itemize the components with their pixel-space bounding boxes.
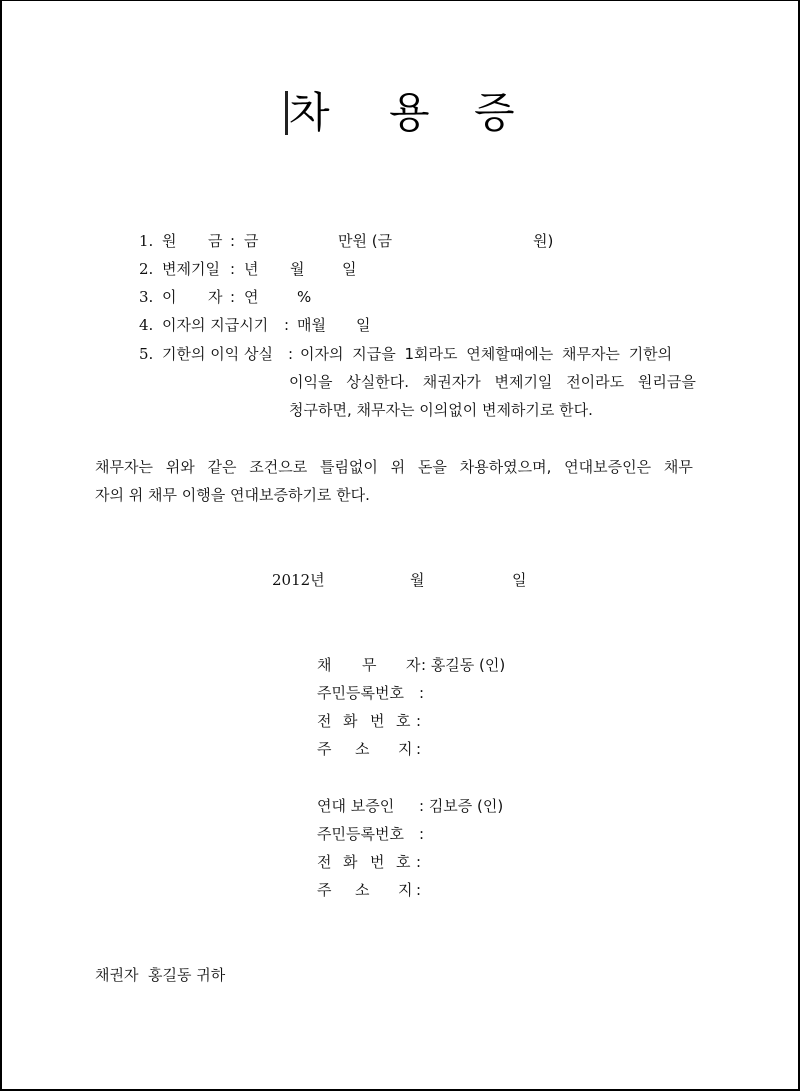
item-value: 일	[342, 260, 357, 278]
item-label: 이자의 지급시기	[162, 316, 269, 334]
guarantor-label: 연대 보증인	[317, 797, 395, 815]
item-value: 만원 (금	[338, 232, 393, 250]
address-colon: :	[416, 740, 422, 758]
item-value: 금	[244, 232, 259, 250]
item-value: 연	[244, 288, 259, 306]
item-colon: :	[230, 288, 236, 306]
item-value: 년	[244, 260, 259, 278]
item-label: 자	[208, 288, 223, 306]
item-text-line: 이익을 상실한다. 채권자가 변제기일 전이라도 원리금을	[289, 373, 696, 391]
label-char: 화	[343, 853, 358, 871]
item-value: 원)	[533, 232, 554, 250]
item-number: 5.	[139, 345, 154, 363]
item-value: 일	[356, 316, 371, 334]
item-colon: :	[288, 345, 294, 363]
label-char: 자	[406, 656, 421, 674]
item-value: 월	[290, 260, 305, 278]
item-label: 이	[162, 288, 177, 306]
label-char: 호	[396, 853, 411, 871]
guarantor-name: : 김보증 (인)	[419, 797, 504, 815]
item-colon: :	[230, 260, 236, 278]
label-char: 채	[317, 656, 332, 674]
item-value: %	[297, 288, 312, 306]
item-text-line: 청구하면, 채무자는 이의없이 변제하기로 한다.	[289, 401, 593, 419]
item-label: 원	[162, 232, 177, 250]
item-number: 2.	[139, 260, 154, 278]
title-char: 증	[474, 88, 515, 137]
item-colon: :	[284, 316, 290, 334]
rrn-label: 주민등록번호	[317, 825, 404, 843]
label-char: 무	[362, 656, 377, 674]
label-char: 번	[370, 712, 385, 730]
phone-colon: :	[416, 712, 422, 730]
item-text-line: 이자의 지급을 1회라도 연체할때에는 채무자는 기한의	[300, 345, 673, 363]
label-char: 호	[396, 712, 411, 730]
item-label: 변제기일	[162, 260, 220, 278]
label-char: 주	[317, 740, 332, 758]
label-char: 소	[355, 740, 370, 758]
paragraph-line: 자의 위 채무 이행을 연대보증하기로 한다.	[95, 486, 370, 504]
rrn-label: 주민등록번호	[317, 684, 404, 702]
label-char: 지	[398, 881, 413, 899]
label-char: 화	[343, 712, 358, 730]
label-char: 전	[317, 712, 332, 730]
paragraph-line: 채무자는 위와 같은 조건으로 틀림없이 위 돈을 차용하였으며, 연대보증인은 채무	[95, 458, 693, 476]
label-char: 주	[317, 881, 332, 899]
label-char: 전	[317, 853, 332, 871]
item-number: 4.	[139, 316, 154, 334]
label-char: 지	[398, 740, 413, 758]
title-char: 용	[389, 88, 430, 137]
item-value: 매월	[297, 316, 326, 334]
rrn-colon: :	[419, 684, 425, 702]
date-day: 일	[512, 571, 527, 589]
label-char: 소	[355, 881, 370, 899]
text-cursor	[285, 91, 288, 135]
item-label: 금	[208, 232, 223, 250]
phone-colon: :	[416, 853, 422, 871]
address-colon: :	[416, 881, 422, 899]
label-char: 번	[370, 853, 385, 871]
item-label: 기한의 이익 상실	[162, 345, 273, 363]
item-colon: :	[230, 232, 236, 250]
date-month: 월	[410, 571, 425, 589]
title-char: 차	[289, 88, 330, 137]
item-number: 1.	[139, 232, 154, 250]
item-number: 3.	[139, 288, 154, 306]
rrn-colon: :	[419, 825, 425, 843]
debtor-name: : 홍길동 (인)	[421, 656, 506, 674]
date-year: 2012년	[272, 571, 325, 589]
addressee: 채권자 홍길동 귀하	[95, 966, 226, 984]
